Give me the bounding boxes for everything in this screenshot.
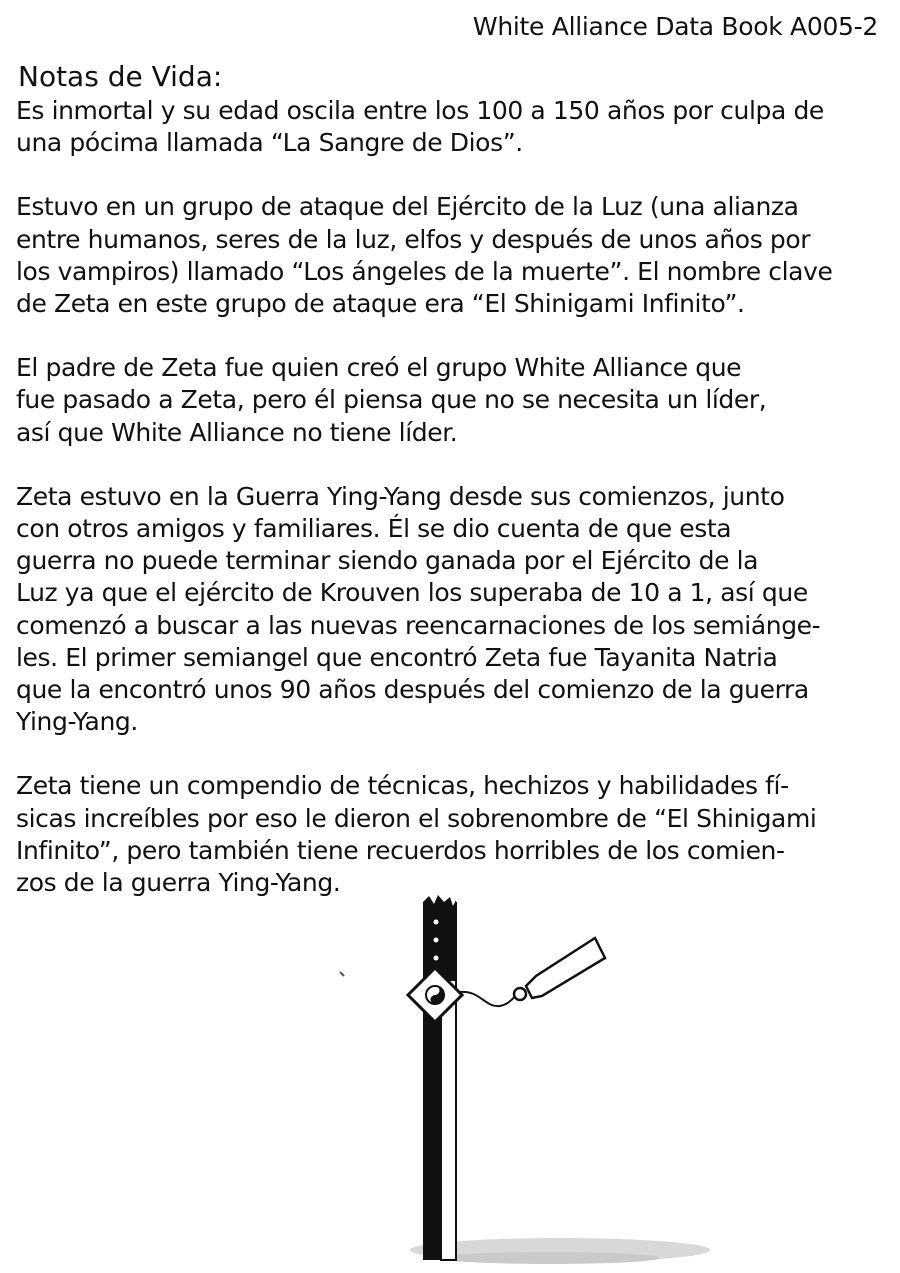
section-title: Notas de Vida: (18, 60, 223, 93)
ring (514, 988, 526, 1000)
tag (526, 938, 605, 998)
paragraph-immortal: Es inmortal y su edad oscila entre los 100 a 150 años por culpa de una pócima llamada “La Sangre de Dios”. (16, 96, 824, 158)
paragraph-white-alliance: El padre de Zeta fue quien creó el grupo White Alliance que fue pasado a Zeta, pero él piensa que no se necesita un líder, así que White Alliance no tiene líder. (16, 353, 767, 447)
yin-yang-post-with-tag-icon (320, 880, 900, 1273)
string (460, 992, 516, 1006)
paragraph-attack-group: Estuvo en un grupo de ataque del Ejército de la Luz (una alianza entre humanos, seres de la luz, elfos y después de unos años por los vampiros) llamado “Los ángeles de la muerte”. El nombre clave de Zeta en este grupo de ataque era “El Shinigami Infinito”. (16, 192, 833, 319)
data-book-header: White Alliance Data Book A005-2 (472, 12, 878, 41)
paragraph-ying-yang-war: Zeta estuvo en la Guerra Ying-Yang desde sus comienzos, junto con otros amigos y familiares. Él se dio cuenta de que esta guerra no puede terminar siendo ganada por el Ejército de la Luz ya que el ejército de Krouven los superaba de 10 a 1, así que comenzó a buscar a las nuevas reencarnaciones de los semiánge- les. El primer semiangel que encontró Zeta fue Tayanita Natria que la encontró unos 90 años después del comienzo de la guerra Ying-Yang. (16, 481, 821, 737)
post (423, 895, 456, 1260)
paragraph-techniques: Zeta tiene un compendio de técnicas, hechizos y habilidades fí- sicas increíbles por eso le dieron el sobrenombre de “El Shinigami Infinito”, pero también tiene recuerdos horribles de los comien- zos de la guerra Ying-Yang. (16, 771, 817, 898)
body-text (16, 95, 886, 931)
